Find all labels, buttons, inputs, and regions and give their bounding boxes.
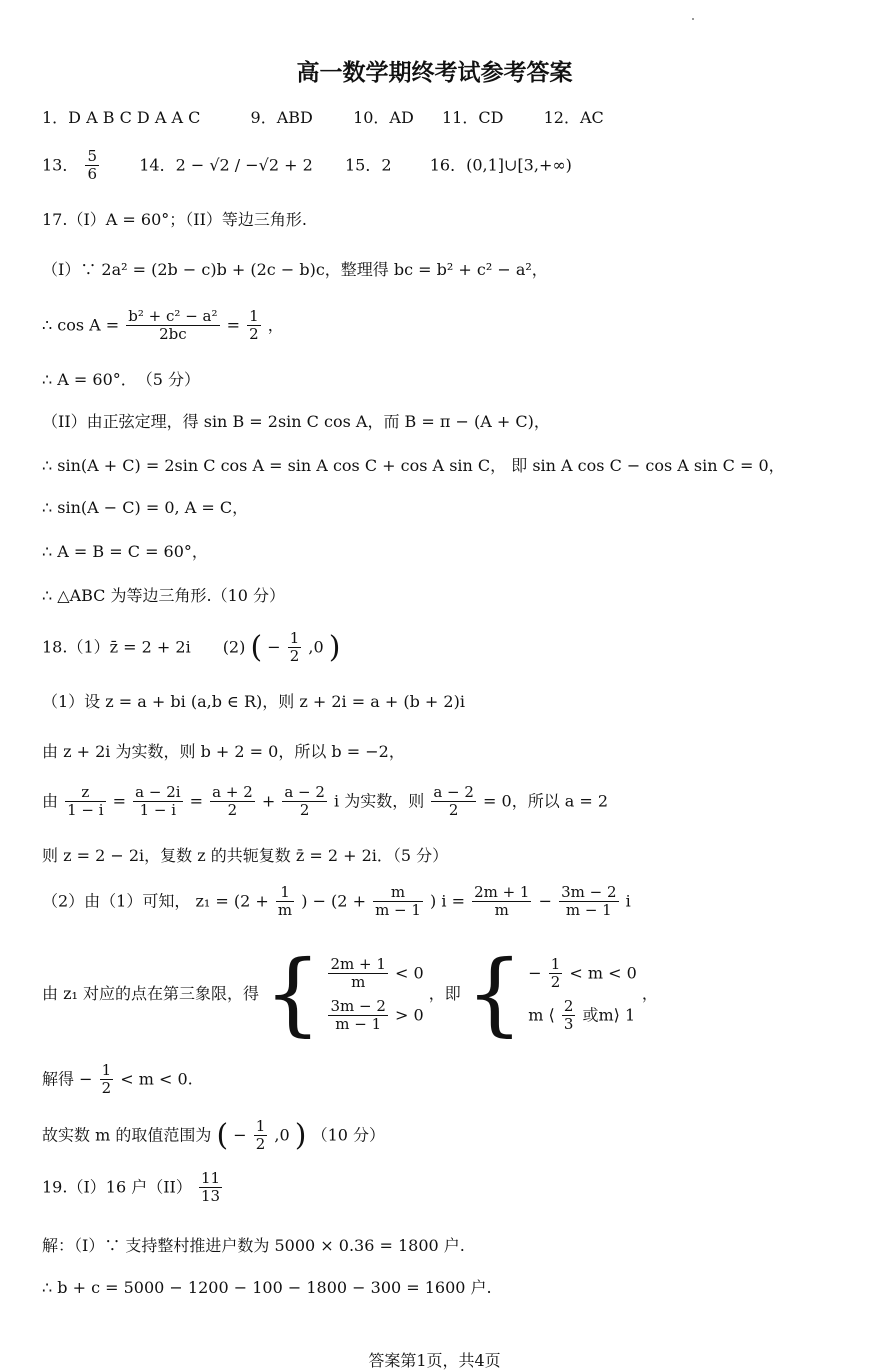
text: ，	[641, 984, 658, 1003]
paren-open: (	[216, 1117, 229, 1153]
text: −	[233, 1125, 247, 1145]
q18-summary	[42, 630, 340, 666]
fraction-numerator: z	[65, 784, 105, 802]
q17-line-4: （II）由正弦定理，得 sin B = 2sin C cos A，而 B = π − (A + C)，	[42, 412, 550, 431]
fraction-denominator: 1 − i	[139, 801, 177, 820]
inequality-row	[326, 956, 423, 992]
fraction-denominator: m − 1	[375, 901, 421, 920]
text: （10 分）	[311, 1125, 386, 1145]
fraction-numerator: 1	[101, 1061, 112, 1079]
fraction	[559, 884, 618, 920]
fraction	[549, 956, 563, 992]
fraction-numerator: a − 2	[433, 783, 474, 801]
fraction-numerator: 3m − 2	[330, 996, 386, 1015]
text: =	[226, 315, 240, 335]
q17-line-7: ∴ A = B = C = 60°，	[42, 542, 208, 561]
answer-13-fraction	[85, 148, 99, 184]
fraction-denominator: 2	[227, 801, 238, 820]
q18-line-6	[42, 941, 658, 1047]
fraction-numerator: 2m + 1	[474, 883, 530, 901]
page-title: 高一数学期终考试参考答案	[296, 60, 573, 86]
fraction	[210, 784, 255, 820]
inequality-row	[326, 998, 423, 1034]
text: −	[267, 637, 281, 657]
fraction-denominator: 13	[200, 1187, 221, 1206]
fraction	[254, 1118, 268, 1154]
fraction-denominator: 2	[550, 973, 561, 992]
text: =	[189, 791, 204, 811]
q17-line-6: ∴ sin(A − C) = 0, A = C，	[42, 498, 249, 517]
fraction-denominator: 2	[101, 1079, 112, 1098]
text: = 0，所以 a = 2	[483, 791, 609, 811]
paren-close: )	[328, 629, 341, 665]
fraction-numerator: 1	[249, 307, 259, 325]
text: > 0	[395, 1004, 424, 1024]
text: 19.（I）16 户（II）	[42, 1177, 192, 1197]
cos-fraction	[126, 308, 219, 344]
half-fraction	[247, 308, 261, 344]
text: m ⟨	[528, 1004, 555, 1024]
fraction	[100, 1062, 114, 1098]
fraction-numerator: 5	[87, 147, 98, 165]
half-fraction	[288, 630, 302, 666]
text: 解得 −	[42, 1069, 93, 1089]
fraction-numerator: 1	[550, 955, 561, 973]
answer-12: 12．AC	[543, 108, 604, 127]
q17-line-8: ∴ △ABC 为等边三角形.（10 分）	[42, 586, 286, 605]
fraction	[133, 784, 182, 820]
text: i 为实数，则	[334, 791, 425, 811]
q17-summary: 17.（I）A = 60°；（II）等边三角形.	[42, 210, 307, 229]
q19-line-1: 解：（I）∵ 支持整村推进户数为 5000 × 0.36 = 1800 户.	[42, 1236, 465, 1255]
fraction	[373, 884, 423, 920]
inequality-row	[528, 956, 637, 992]
paren-close: )	[294, 1117, 307, 1153]
inequality-system-1	[326, 950, 423, 1039]
text: 或m⟩ 1	[582, 1004, 636, 1024]
q18-line-5	[42, 884, 631, 920]
fraction-denominator: 2bc	[159, 325, 187, 344]
answer-16: 16．(0,1]∪[3,+∞)	[429, 155, 572, 175]
fraction-denominator: m	[351, 973, 366, 992]
fraction	[562, 998, 576, 1034]
answer-13-label: 13．	[42, 155, 79, 175]
q18-line-4: 则 z = 2 − 2i，复数 z 的共轭复数 z̄ = 2 + 2i．（5 分）	[42, 846, 449, 865]
q18-line-7	[42, 1062, 193, 1098]
answer-9: 9．ABD	[250, 108, 313, 127]
answer-1-8: 1．D A B C D A A C	[42, 108, 201, 127]
answer-14: 14．2 − √2 / −√2 + 2	[139, 155, 313, 175]
fraction-denominator: 2	[448, 801, 459, 820]
text: −	[528, 963, 542, 983]
fraction-numerator: 3m − 2	[561, 883, 617, 901]
text: 故实数 m 的取值范围为	[42, 1125, 212, 1145]
fraction	[431, 784, 476, 820]
text: ，即	[428, 984, 461, 1003]
q17-line-3: ∴ A = 60°． （5 分）	[42, 370, 201, 389]
left-brace: {	[465, 941, 524, 1047]
fraction-denominator: 6	[87, 165, 98, 184]
text: ,0	[274, 1125, 290, 1145]
fraction	[328, 956, 387, 992]
fraction-numerator: 1	[276, 884, 294, 902]
text: < m < 0	[569, 963, 637, 983]
fraction-denominator: m	[494, 901, 509, 920]
fill-answers-line	[42, 148, 572, 184]
fraction-numerator: 1	[255, 1117, 266, 1135]
text: < 0	[395, 963, 424, 983]
fraction-numerator: 2m + 1	[330, 955, 386, 973]
answer-11: 11．CD	[442, 108, 504, 127]
text: ) i =	[430, 891, 465, 911]
fraction-denominator: 2	[289, 647, 300, 666]
fraction	[282, 784, 327, 820]
fraction-numerator: 2	[563, 996, 574, 1015]
text: 18.（1）z̄ = 2 + 2i (2)	[42, 637, 246, 657]
text: < m < 0.	[120, 1069, 193, 1089]
text: 由 z₁ 对应的点在第三象限，得	[42, 984, 260, 1003]
mc-answers-line	[42, 110, 604, 126]
fraction-denominator: 2	[249, 325, 259, 344]
fraction-denominator: 2	[255, 1135, 266, 1154]
inequality-system-2	[528, 950, 637, 1039]
text: ) − (2 +	[301, 891, 366, 911]
text: +	[261, 791, 276, 811]
fraction-denominator: m − 1	[335, 1014, 382, 1033]
text: 由	[42, 791, 59, 811]
text: （2）由（1）可知， z₁ =	[42, 891, 229, 911]
q17-line-5: ∴ sin(A + C) = 2sin C cos A = sin A cos C + cos A sin C， 即 sin A cos C − cos A sin C = 0，	[42, 456, 785, 475]
fraction-numerator: a + 2	[212, 783, 253, 801]
answer-10: 10．AD	[353, 108, 414, 127]
fraction	[199, 1170, 222, 1206]
text: ,0	[308, 637, 324, 657]
q17-line-2	[42, 308, 284, 344]
fraction	[276, 884, 294, 920]
fraction-numerator: b² + c² − a²	[128, 307, 218, 325]
fraction-numerator: m	[373, 884, 423, 902]
fraction	[65, 784, 105, 820]
q18-line-1: （1）设 z = a + bi (a,b ∈ R)，则 z + 2i = a + (b + 2)i	[42, 692, 465, 711]
fraction-numerator: 1	[289, 629, 300, 647]
fraction-denominator: 2	[299, 801, 310, 820]
q18-line-3	[42, 784, 608, 820]
page-footer: 答案第1页，共4页	[368, 1351, 501, 1370]
q17-line-1: （I）∵ 2a² = (2b − c)b + (2c − b)c，整理得 bc = b² + c² − a²，	[42, 260, 548, 279]
text: (2 +	[233, 891, 269, 911]
text: ，	[267, 315, 284, 335]
fraction	[328, 998, 387, 1034]
fraction-numerator: a − 2	[284, 783, 325, 801]
fraction-denominator: m	[277, 901, 293, 920]
q18-line-8	[42, 1118, 385, 1154]
q18-line-2: 由 z + 2i 为实数，则 b + 2 = 0，所以 b = −2，	[42, 742, 405, 761]
scan-speck	[692, 18, 694, 20]
paren-open: (	[250, 629, 263, 665]
text: −	[538, 891, 552, 911]
fraction-numerator: a − 2i	[135, 783, 181, 801]
fraction-denominator: 3	[563, 1014, 574, 1033]
text: =	[112, 791, 127, 811]
q19-line-2: ∴ b + c = 5000 − 1200 − 100 − 1800 − 300 = 1600 户.	[42, 1278, 492, 1297]
inequality-row	[528, 998, 637, 1034]
text: ∴ cos A =	[42, 315, 120, 335]
fraction-denominator: 1 − i	[67, 801, 104, 820]
answer-15: 15．2	[345, 155, 392, 175]
q19-summary	[42, 1170, 224, 1206]
text: i	[625, 891, 631, 911]
fraction	[472, 884, 531, 920]
fraction-numerator: 11	[200, 1169, 221, 1187]
left-brace: {	[264, 941, 322, 1047]
fraction-denominator: m − 1	[565, 901, 612, 920]
